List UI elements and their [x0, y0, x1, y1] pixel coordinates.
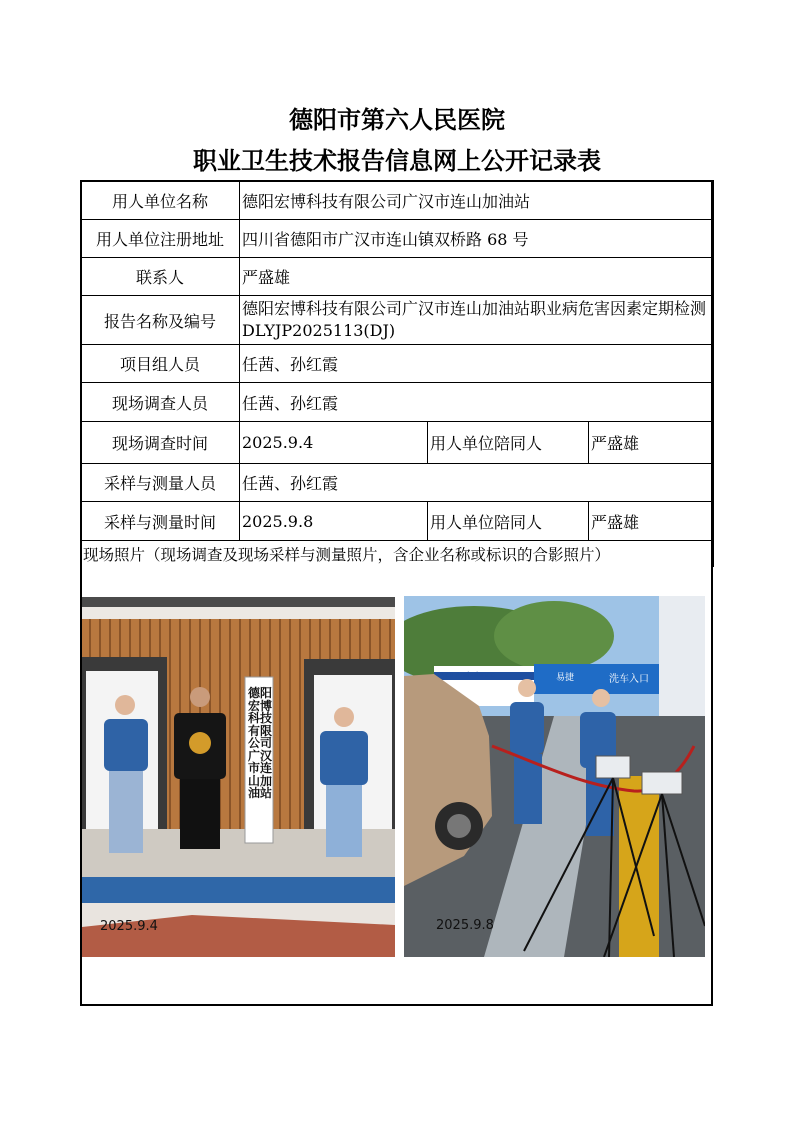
- ambulance-sign: 120 Ambulance: [440, 671, 495, 679]
- team-label: 项目组人员: [81, 345, 240, 383]
- unit-address-label: 用人单位注册地址: [81, 220, 240, 258]
- unit-address-value: 四川省德阳市广汉市连山镇双桥路 68 号: [240, 220, 714, 258]
- contact-value: 严盛雄: [240, 258, 714, 296]
- form-title: 职业卫生技术报告信息网上公开记录表: [193, 146, 601, 175]
- sampling-photo-drawing: [404, 596, 705, 957]
- site-survey-photo-drawing: [82, 597, 395, 957]
- sampling-escort-label: 用人单位陪同人: [428, 502, 589, 541]
- contact-label: 联系人: [81, 258, 240, 296]
- right-photo-date: 2025.9.8: [436, 918, 494, 933]
- company-sign-text: 德阳宏博科技有限公司广汉市连山加油站: [247, 686, 272, 800]
- report-value: 德阳宏博科技有限公司广汉市连山加油站职业病危害因素定期检测 DLYJP2025113(DJ): [240, 296, 714, 345]
- car-wash-sign: 洗车入口: [609, 674, 649, 685]
- sampling-staff-label: 采样与测量人员: [81, 464, 240, 502]
- survey-time-label: 现场调查时间: [81, 422, 240, 464]
- sampling-photo: [404, 596, 705, 957]
- store-sign: 易捷: [556, 673, 575, 683]
- survey-escort-value: 严盛雄: [589, 422, 714, 464]
- sampling-time-value: 2025.9.8: [240, 502, 428, 541]
- team-value: 任茜、孙红霞: [240, 345, 714, 383]
- site-survey-photo: [82, 597, 395, 957]
- report-label: 报告名称及编号: [81, 296, 240, 345]
- sampling-staff-value: 任茜、孙红霞: [240, 464, 714, 502]
- unit-name-value: 德阳宏博科技有限公司广汉市连山加油站: [240, 181, 714, 220]
- sampling-time-label: 采样与测量时间: [81, 502, 240, 541]
- survey-staff-label: 现场调查人员: [81, 383, 240, 422]
- left-photo-date: 2025.9.4: [100, 919, 158, 934]
- survey-escort-label: 用人单位陪同人: [428, 422, 589, 464]
- unit-name-label: 用人单位名称: [81, 181, 240, 220]
- sampling-escort-value: 严盛雄: [589, 502, 714, 541]
- survey-staff-value: 任茜、孙红霞: [240, 383, 714, 422]
- survey-time-value: 2025.9.4: [240, 422, 428, 464]
- hospital-title: 德阳市第六人民医院: [289, 105, 505, 134]
- photos-caption: 现场照片（现场调查及现场采样与测量照片，含企业名称或标识的合影照片）: [81, 541, 714, 567]
